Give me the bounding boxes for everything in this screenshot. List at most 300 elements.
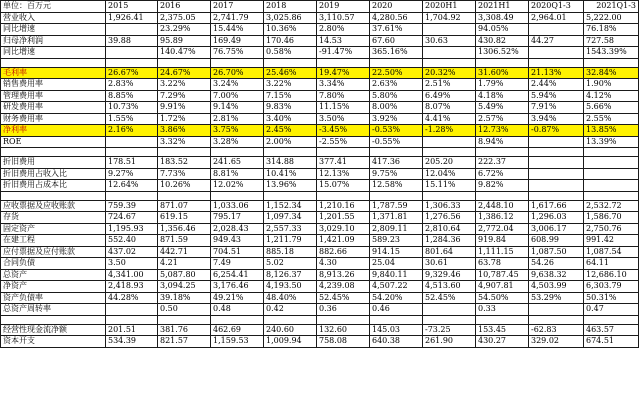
table-cell: 44.27	[529, 35, 584, 47]
table-cell: 132.60	[317, 324, 370, 336]
table-cell: 2.00%	[264, 136, 317, 148]
table-cell: -3.45%	[317, 125, 370, 137]
table-cell: 2.63%	[370, 79, 423, 91]
header-2020h1: 2020H1	[423, 1, 476, 13]
table-cell: 15.11%	[423, 180, 476, 192]
table-cell: 12.73%	[476, 125, 529, 137]
table-cell: 9,840.11	[370, 269, 423, 281]
table-cell: 1,211.79	[264, 235, 317, 247]
table-cell: 9,329.46	[423, 269, 476, 281]
table-cell	[264, 58, 317, 67]
row-label: 折旧费用占收入比	[1, 168, 106, 180]
table-cell: -91.47%	[317, 47, 370, 59]
table-cell: 2,750.76	[584, 223, 639, 235]
table-cell: 3.28%	[211, 136, 264, 148]
table-cell: 2,741.79	[211, 12, 264, 24]
table-cell: 48.40%	[264, 292, 317, 304]
table-cell: 13.39%	[584, 136, 639, 148]
table-cell	[317, 191, 370, 200]
table-cell: 8.81%	[211, 168, 264, 180]
row-label: 同比增速	[1, 24, 106, 36]
spacer-row	[1, 315, 639, 324]
table-cell: 1,210.16	[317, 200, 370, 212]
header-row	[1, 1, 639, 13]
table-cell: 13.85%	[584, 125, 639, 137]
table-cell: 1543.39%	[584, 47, 639, 59]
table-cell: 201.51	[106, 324, 158, 336]
table-cell	[211, 148, 264, 157]
table-cell: 4,341.00	[106, 269, 158, 281]
table-cell: 1,284.36	[423, 235, 476, 247]
table-cell: 1,195.93	[106, 223, 158, 235]
table-cell: 2,028.43	[211, 223, 264, 235]
table-cell: 5.66%	[584, 102, 639, 114]
header-2020q1-3: 2020Q1-3	[529, 1, 584, 13]
table-cell: 4.18%	[476, 90, 529, 102]
table-cell: 5,222.00	[584, 12, 639, 24]
table-cell: 95.89	[158, 35, 211, 47]
table-row	[1, 200, 639, 212]
table-cell: 12.64%	[106, 180, 158, 192]
table-cell: 0.47	[584, 304, 639, 316]
table-cell: 2,418.93	[106, 281, 158, 293]
table-cell: 9.83%	[264, 102, 317, 114]
table-row	[1, 281, 639, 293]
table-cell: 44.28%	[106, 292, 158, 304]
table-cell	[211, 58, 264, 67]
table-cell: 76.75%	[211, 47, 264, 59]
table-cell: 6,303.79	[584, 281, 639, 293]
table-cell: 5.49%	[476, 102, 529, 114]
table-cell: 32.84%	[584, 67, 639, 79]
table-cell	[423, 148, 476, 157]
table-cell: 19.47%	[317, 67, 370, 79]
table-cell	[476, 148, 529, 157]
table-cell: 9.27%	[106, 168, 158, 180]
table-cell: 2,772.04	[476, 223, 529, 235]
table-cell: 2,532.72	[584, 200, 639, 212]
table-row	[1, 223, 639, 235]
table-cell	[529, 191, 584, 200]
table-cell: 12.04%	[423, 168, 476, 180]
table-cell: 10.26%	[158, 180, 211, 192]
table-cell: 801.64	[423, 246, 476, 258]
table-row	[1, 79, 639, 91]
table-cell: 12.58%	[370, 180, 423, 192]
table-cell: 871.07	[158, 200, 211, 212]
table-cell: 50.31%	[584, 292, 639, 304]
table-cell: 1.55%	[106, 113, 158, 125]
table-cell	[264, 191, 317, 200]
table-cell: 430.27	[476, 336, 529, 348]
header-2021q1-3: 2021Q1-3	[584, 1, 639, 13]
row-label: 归母净利润	[1, 35, 106, 47]
table-row	[1, 235, 639, 247]
table-cell: 12.02%	[211, 180, 264, 192]
table-cell: -1.28%	[423, 125, 476, 137]
table-cell: 3.24%	[211, 79, 264, 91]
table-cell: -0.53%	[370, 125, 423, 137]
row-label: 折旧费用占成本比	[1, 180, 106, 192]
table-cell: 919.84	[476, 235, 529, 247]
table-cell	[106, 58, 158, 67]
table-cell: 24.67%	[158, 67, 211, 79]
table-row	[1, 24, 639, 36]
table-cell: 261.90	[423, 336, 476, 348]
table-cell: 3.22%	[264, 79, 317, 91]
table-cell: 7.73%	[158, 168, 211, 180]
table-cell: 7.80%	[317, 90, 370, 102]
table-cell: 26.67%	[106, 67, 158, 79]
table-cell: -62.83	[529, 324, 584, 336]
table-cell: 2,375.05	[158, 12, 211, 24]
table-cell: 1,356.46	[158, 223, 211, 235]
table-cell	[529, 47, 584, 59]
table-cell: 3.50%	[317, 113, 370, 125]
table-cell	[158, 315, 211, 324]
table-cell: 2,964.01	[529, 12, 584, 24]
table-cell: 3.92%	[370, 113, 423, 125]
table-cell: 6.72%	[476, 168, 529, 180]
table-cell: 0.42	[264, 304, 317, 316]
row-label: 总资产周转率	[1, 304, 106, 316]
table-row	[1, 102, 639, 114]
table-cell: 0.50	[158, 304, 211, 316]
row-label: 净资产	[1, 281, 106, 293]
table-row	[1, 304, 639, 316]
table-cell: 10.36%	[264, 24, 317, 36]
table-cell: -73.25	[423, 324, 476, 336]
table-cell: 21.13%	[529, 67, 584, 79]
table-cell: 3,176.46	[211, 281, 264, 293]
table-cell: 3.94%	[529, 113, 584, 125]
table-cell	[317, 58, 370, 67]
row-label: 净利率	[1, 125, 106, 137]
table-cell: 20.32%	[423, 67, 476, 79]
table-row	[1, 47, 639, 59]
table-cell: 4,907.81	[476, 281, 529, 293]
table-cell: 94.05%	[476, 24, 529, 36]
table-cell	[423, 191, 476, 200]
table-cell	[317, 315, 370, 324]
table-cell: 39.88	[106, 35, 158, 47]
row-label: 应收票据及应收账款	[1, 200, 106, 212]
table-cell: 1,009.94	[264, 336, 317, 348]
table-cell: 442.71	[158, 246, 211, 258]
table-row	[1, 136, 639, 148]
table-cell: 8.94%	[476, 136, 529, 148]
table-cell	[423, 136, 476, 148]
table-cell	[423, 304, 476, 316]
table-cell: 10,787.45	[476, 269, 529, 281]
table-cell: -2.55%	[317, 136, 370, 148]
table-cell: 23.29%	[158, 24, 211, 36]
table-row-highlight	[1, 125, 639, 137]
table-cell: 2.45%	[264, 125, 317, 137]
row-label: 经营性现金流净额	[1, 324, 106, 336]
table-cell	[529, 304, 584, 316]
table-cell: 2,809.11	[370, 223, 423, 235]
table-cell: 30.61	[423, 258, 476, 270]
table-cell: 365.16%	[370, 47, 423, 59]
row-label: ROE	[1, 136, 106, 148]
table-cell	[423, 315, 476, 324]
table-cell	[529, 180, 584, 192]
table-cell: 589.23	[370, 235, 423, 247]
table-row	[1, 324, 639, 336]
table-cell: 0.58%	[264, 47, 317, 59]
table-cell: 882.66	[317, 246, 370, 258]
header-unit: 单位：百万元	[1, 1, 106, 13]
row-label: 财务费用率	[1, 113, 106, 125]
table-cell	[106, 24, 158, 36]
table-cell: 15.44%	[211, 24, 264, 36]
table-cell: 463.57	[584, 324, 639, 336]
table-cell: 7.15%	[264, 90, 317, 102]
table-cell: 3,110.57	[317, 12, 370, 24]
table-cell	[370, 315, 423, 324]
table-cell: 9.91%	[158, 102, 211, 114]
row-label: 资本开支	[1, 336, 106, 348]
table-cell: 4.41%	[423, 113, 476, 125]
table-row	[1, 269, 639, 281]
table-cell: 153.45	[476, 324, 529, 336]
table-cell	[1, 58, 106, 67]
table-cell: 12.13%	[317, 168, 370, 180]
table-cell	[423, 47, 476, 59]
table-cell: 0.46	[370, 304, 423, 316]
table-cell	[529, 157, 584, 169]
table-cell	[106, 315, 158, 324]
table-row	[1, 292, 639, 304]
table-cell: 704.51	[211, 246, 264, 258]
table-cell: 2.80%	[317, 24, 370, 36]
table-cell: 5.02	[264, 258, 317, 270]
table-cell: 0.33	[476, 304, 529, 316]
table-cell: 3.40%	[264, 113, 317, 125]
table-cell: 7.49	[211, 258, 264, 270]
table-cell: 758.08	[317, 336, 370, 348]
table-cell: 1,276.56	[423, 212, 476, 224]
table-cell	[370, 58, 423, 67]
table-cell: 0.36	[317, 304, 370, 316]
table-cell: 22.50%	[370, 67, 423, 79]
row-label: 管理费用率	[1, 90, 106, 102]
table-cell: 37.61%	[370, 24, 423, 36]
row-label: 存货	[1, 212, 106, 224]
table-cell: 381.76	[158, 324, 211, 336]
table-cell: 8.07%	[423, 102, 476, 114]
table-cell: 3.86%	[158, 125, 211, 137]
table-cell: 9.14%	[211, 102, 264, 114]
table-cell: 724.67	[106, 212, 158, 224]
table-cell	[529, 148, 584, 157]
table-row	[1, 12, 639, 24]
table-cell: 534.39	[106, 336, 158, 348]
table-cell	[370, 148, 423, 157]
table-cell: 5,087.80	[158, 269, 211, 281]
table-cell: 13.96%	[264, 180, 317, 192]
table-cell: 54.50%	[476, 292, 529, 304]
table-cell: 1,111.15	[476, 246, 529, 258]
table-cell	[476, 58, 529, 67]
table-cell: 3,029.10	[317, 223, 370, 235]
table-cell: 63.78	[476, 258, 529, 270]
table-cell	[158, 148, 211, 157]
table-cell	[423, 24, 476, 36]
spacer-row	[1, 58, 639, 67]
table-cell: 2,810.64	[423, 223, 476, 235]
table-cell: 8.00%	[370, 102, 423, 114]
table-cell: 4,507.22	[370, 281, 423, 293]
table-cell: 1,421.09	[317, 235, 370, 247]
table-cell: 885.18	[264, 246, 317, 258]
table-cell: 52.45%	[317, 292, 370, 304]
row-label: 毛利率	[1, 67, 106, 79]
table-cell: 1.90%	[584, 79, 639, 91]
row-label: 同比增速	[1, 47, 106, 59]
table-cell: 2.57%	[476, 113, 529, 125]
table-cell: 67.60	[370, 35, 423, 47]
table-cell: 205.20	[423, 157, 476, 169]
table-cell	[158, 58, 211, 67]
table-cell: 54.26	[529, 258, 584, 270]
table-cell: 2,557.33	[264, 223, 317, 235]
row-label: 折旧费用	[1, 157, 106, 169]
table-cell	[584, 191, 639, 200]
table-cell: 8,126.37	[264, 269, 317, 281]
row-label: 资产负债率	[1, 292, 106, 304]
table-cell	[584, 168, 639, 180]
table-cell: 140.47%	[158, 47, 211, 59]
table-cell: 1,087.50	[529, 246, 584, 258]
table-cell: 795.17	[211, 212, 264, 224]
table-cell: 871.59	[158, 235, 211, 247]
table-cell: 1,386.12	[476, 212, 529, 224]
table-cell: 178.51	[106, 157, 158, 169]
table-cell: 1,617.66	[529, 200, 584, 212]
table-cell: 14.53	[317, 35, 370, 47]
table-cell: 377.41	[317, 157, 370, 169]
table-cell	[264, 148, 317, 157]
table-cell: 170.46	[264, 35, 317, 47]
table-cell: 6.49%	[423, 90, 476, 102]
table-cell: 1,787.59	[370, 200, 423, 212]
table-cell: 0.48	[211, 304, 264, 316]
table-row	[1, 336, 639, 348]
table-cell: 25.46%	[264, 67, 317, 79]
row-label: 研发费用率	[1, 102, 106, 114]
table-row	[1, 90, 639, 102]
table-row	[1, 113, 639, 125]
table-cell	[584, 58, 639, 67]
table-cell: 1,296.03	[529, 212, 584, 224]
table-cell: 240.60	[264, 324, 317, 336]
table-cell: 9.82%	[476, 180, 529, 192]
table-cell: 3.32%	[158, 136, 211, 148]
table-cell: 608.99	[529, 235, 584, 247]
table-cell: 9.75%	[370, 168, 423, 180]
table-cell: 3.75%	[211, 125, 264, 137]
table-cell: 3,006.17	[529, 223, 584, 235]
table-body	[1, 12, 639, 347]
table-cell	[476, 191, 529, 200]
table-cell: 15.07%	[317, 180, 370, 192]
table-row	[1, 157, 639, 169]
table-cell	[1, 191, 106, 200]
spacer-row	[1, 191, 639, 200]
row-label: 应付票据及应付账款	[1, 246, 106, 258]
table-cell: 7.29%	[158, 90, 211, 102]
table-cell: 914.15	[370, 246, 423, 258]
table-cell: 5.94%	[529, 90, 584, 102]
table-cell: 2.16%	[106, 125, 158, 137]
table-cell: 64.11	[584, 258, 639, 270]
table-cell: 2.55%	[584, 113, 639, 125]
table-cell: 4.30	[317, 258, 370, 270]
table-cell	[529, 24, 584, 36]
table-cell: 1,306.33	[423, 200, 476, 212]
table-cell: 25.04	[370, 258, 423, 270]
header-2015: 2015	[106, 1, 158, 13]
table-cell	[317, 148, 370, 157]
table-cell	[211, 315, 264, 324]
table-cell: 183.52	[158, 157, 211, 169]
table-cell: 26.70%	[211, 67, 264, 79]
table-cell: 145.03	[370, 324, 423, 336]
table-cell: 619.15	[158, 212, 211, 224]
table-cell: 7.91%	[529, 102, 584, 114]
table-cell: 1,097.34	[264, 212, 317, 224]
table-cell: 3,094.25	[158, 281, 211, 293]
table-cell	[158, 191, 211, 200]
table-cell: 991.42	[584, 235, 639, 247]
table-cell: 1.72%	[158, 113, 211, 125]
table-cell: 4.21	[158, 258, 211, 270]
table-cell: 4,280.56	[370, 12, 423, 24]
table-cell	[584, 315, 639, 324]
table-cell	[584, 148, 639, 157]
table-cell: 1.79%	[476, 79, 529, 91]
table-cell: 30.63	[423, 35, 476, 47]
table-cell: 2,448.10	[476, 200, 529, 212]
table-cell	[1, 315, 106, 324]
table-cell: 329.02	[529, 336, 584, 348]
table-cell	[370, 191, 423, 200]
table-cell: 5.80%	[370, 90, 423, 102]
table-cell: 821.57	[158, 336, 211, 348]
table-cell: 1,033.06	[211, 200, 264, 212]
table-cell: 222.37	[476, 157, 529, 169]
table-cell: 1,371.81	[370, 212, 423, 224]
table-cell: 3.50	[106, 258, 158, 270]
table-cell: 4,513.60	[423, 281, 476, 293]
table-row-highlight	[1, 67, 639, 79]
table-cell: 4,503.99	[529, 281, 584, 293]
table-cell: 949.43	[211, 235, 264, 247]
table-cell: 640.38	[370, 336, 423, 348]
table-cell	[106, 47, 158, 59]
table-cell	[529, 168, 584, 180]
table-cell: 39.18%	[158, 292, 211, 304]
table-cell: 727.58	[584, 35, 639, 47]
table-cell: 2.51%	[423, 79, 476, 91]
table-cell: 2.83%	[106, 79, 158, 91]
table-row	[1, 168, 639, 180]
table-cell: 1,159.53	[211, 336, 264, 348]
table-cell: 4.12%	[584, 90, 639, 102]
table-cell	[106, 148, 158, 157]
